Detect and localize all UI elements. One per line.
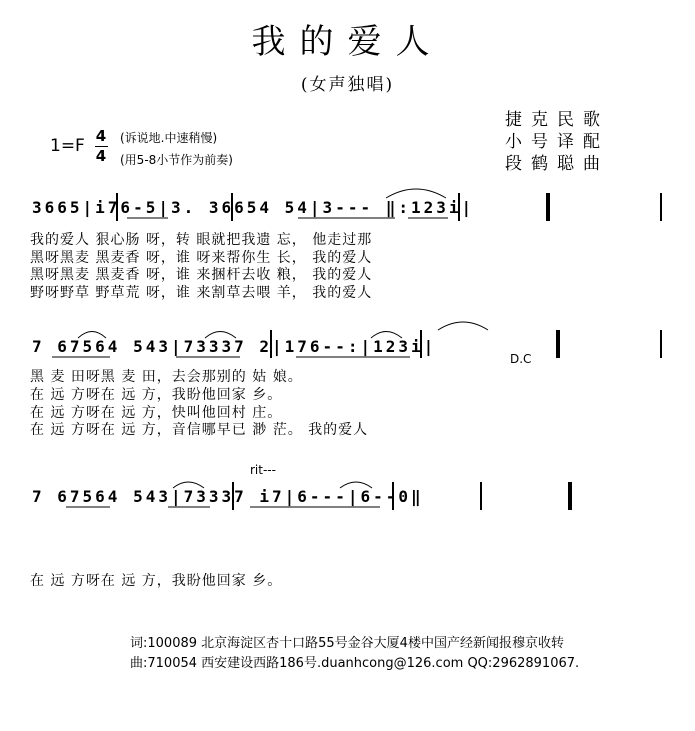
slur <box>78 332 106 339</box>
dc-marking: D.C <box>510 352 532 366</box>
lyric-line: 在 远 方呀在 远 方，音信哪早已 渺 茫。 我的爱人 <box>30 422 369 438</box>
lyric-line: 野呀野草 野草荒 呀，谁 来割草去喂 羊， 我的爱人 <box>30 285 373 301</box>
slur <box>340 482 372 488</box>
slur <box>438 322 488 330</box>
lyric-line: 黑呀黑麦 黑麦香 呀，谁 呀来帮你生 长， 我的爱人 <box>30 250 373 266</box>
lyric-line: 黑呀黑麦 黑麦香 呀，谁 来捆杆去收 粮， 我的爱人 <box>30 267 373 283</box>
key-signature: 1=F <box>50 136 85 156</box>
credit-translator: 小号译配 <box>505 132 609 152</box>
lyric-line: 在 远 方呀在 远 方，我盼他回家 乡。 <box>30 573 283 589</box>
lyric-line: 在 远 方呀在 远 方，我盼他回家 乡。 <box>30 387 283 403</box>
tempo-note: (诉说地.中速稍慢) <box>120 131 218 145</box>
notation-line-3: 7 67564 543|73337 i7|6---|6--0‖ <box>32 487 424 506</box>
footer-lyricist-address: 词:100089 北京海淀区杏十口路55号金谷大厦4楼中国产经新闻报穆京收转 <box>130 636 564 651</box>
lyric-line: 在 远 方呀在 远 方，快叫他回村 庄。 <box>30 405 283 421</box>
notation-line-2: 7 67564 543|73337 2|176--:|123i| <box>32 337 437 356</box>
time-signature-bottom: 4 <box>95 147 107 165</box>
credit-origin: 捷克民歌 <box>505 110 609 130</box>
credit-arranger: 段鹤聪曲 <box>505 154 609 174</box>
slur <box>173 482 204 488</box>
time-signature-top: 4 <box>95 127 107 145</box>
song-subtitle: (女声独唱) <box>300 75 395 95</box>
slur <box>386 189 446 198</box>
song-title: 我的爱人 <box>251 22 444 62</box>
notation-line-1: 3665|i76-5|3. 36654 54|3--- ‖:123i| <box>32 198 475 217</box>
slur <box>205 332 236 339</box>
intro-note: (用5-8小节作为前奏) <box>120 153 233 167</box>
slur <box>371 332 402 339</box>
ritardando-marking: rit--- <box>250 463 276 477</box>
lyric-line: 黑 麦 田呀黑 麦 田，去会那别的 姑 娘。 <box>30 369 303 385</box>
footer-composer-address: 曲:710054 西安建设西路186号.duanhcong@126.com QQ:2962891067. <box>130 656 580 671</box>
lyric-line: 我的爱人 狠心肠 呀，转 眼就把我遗 忘， 他走过那 <box>30 232 373 248</box>
